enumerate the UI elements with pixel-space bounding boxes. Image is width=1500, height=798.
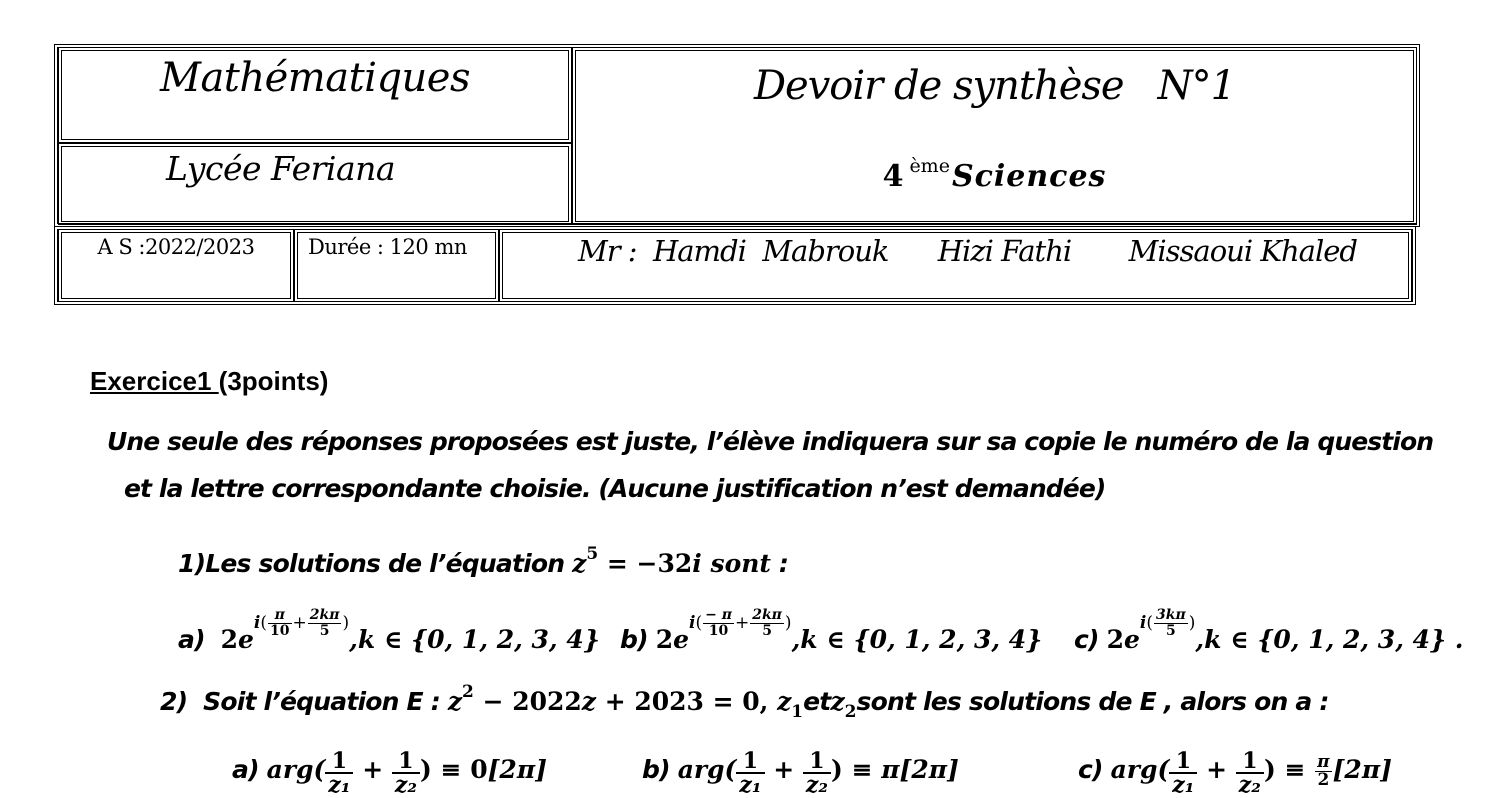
- question-suffix: :: [770, 549, 789, 578]
- denominator: 2: [1317, 770, 1330, 790]
- exp-i: i: [253, 613, 261, 633]
- modulo: [2π]: [487, 755, 547, 784]
- denominator: 10: [270, 623, 290, 639]
- denominator: z₁: [1172, 772, 1195, 798]
- denominator: z₁: [328, 772, 351, 798]
- instructions-line-2: et la lettre correspondante choisie. (Aucune justification n’est demandée): [124, 474, 1106, 503]
- fraction: [1236, 750, 1264, 796]
- numerator: 1: [736, 750, 764, 774]
- exercise-name: Exercice1: [90, 366, 219, 396]
- denominator: z₂: [1238, 772, 1261, 798]
- fraction: [268, 608, 291, 639]
- level-number: 4: [882, 159, 904, 194]
- option-label: c): [1074, 625, 1099, 654]
- option-label: b): [642, 755, 670, 784]
- question-2-option-a: [232, 750, 547, 796]
- fraction: [1169, 750, 1197, 796]
- exam-number: N°1: [1157, 63, 1236, 109]
- question-2: [160, 682, 1329, 722]
- question-1: [178, 544, 788, 578]
- teachers: Mr : Hamdi Mabrouk Hizi Fathi Missaoui Khaled: [578, 234, 1357, 268]
- denominator: 5: [762, 623, 772, 639]
- numerator: 2kπ: [752, 607, 782, 623]
- value: 0: [470, 755, 488, 784]
- option-label: a): [232, 755, 259, 784]
- level-name: Sciences: [951, 159, 1107, 194]
- denominator: z₁: [739, 772, 762, 798]
- modulo: [2π]: [899, 755, 959, 784]
- numerator: π: [1317, 752, 1330, 772]
- class-level: [576, 155, 1413, 194]
- exp-base: e: [673, 625, 689, 654]
- exercise-title: [90, 366, 328, 397]
- z2: z: [830, 687, 845, 716]
- arg-function: arg(: [677, 755, 737, 784]
- plus: +: [734, 613, 750, 633]
- option-label: c): [1078, 755, 1103, 784]
- coefficient: 2: [655, 625, 674, 654]
- equation-rest: = −32: [598, 549, 693, 578]
- question-2-option-b: [642, 750, 959, 796]
- numerator: 3kπ: [1156, 607, 1186, 623]
- coefficient: 2: [1106, 625, 1125, 654]
- title-cell: [572, 47, 1417, 225]
- z1: z: [777, 687, 792, 716]
- exam-title: [576, 63, 1413, 109]
- exam-title-text: Devoir de synthèse: [753, 63, 1124, 109]
- conjunction: et: [803, 687, 831, 716]
- coefficient: 2: [220, 625, 239, 654]
- denominator: 5: [1166, 623, 1176, 639]
- close-paren: ): [1263, 755, 1276, 784]
- school-cell: [58, 143, 572, 225]
- plus: +: [764, 755, 803, 784]
- plus: +: [1197, 755, 1236, 784]
- denominator: 10: [708, 623, 729, 639]
- fraction: [1154, 608, 1188, 639]
- equation-exponent: 5: [586, 544, 599, 564]
- exponent: i( $\frac{3k\pi}{5}$ ): [1139, 607, 1196, 639]
- numerator: 1: [803, 750, 831, 774]
- equation-var: z: [581, 687, 596, 716]
- question-text: Soit l’équation E :: [203, 687, 448, 716]
- plus: +: [353, 755, 392, 784]
- close-paren: ): [831, 755, 843, 784]
- k-set: ,k ∈ {0, 1, 2, 3, 4}: [791, 625, 1043, 654]
- duration: Durée : 120 mn: [308, 235, 467, 259]
- modulo: [2π]: [1332, 755, 1392, 784]
- close-paren: ): [419, 755, 432, 784]
- denominator: 5: [319, 623, 330, 639]
- fraction: [803, 750, 831, 796]
- equiv: ≡: [842, 755, 882, 784]
- equation-part: + 2023 = 0,: [596, 687, 778, 716]
- numerator: π: [268, 608, 291, 624]
- plus: +: [292, 613, 307, 633]
- k-set: ,k ∈ {0, 1, 2, 3, 4} .: [1195, 625, 1464, 654]
- exp-i: i: [1139, 613, 1147, 633]
- exp-base: e: [1124, 625, 1140, 654]
- equation-exponent: 2: [462, 682, 474, 702]
- school-name: Lycée Feriana: [166, 149, 396, 188]
- fraction: [736, 750, 764, 796]
- question-suffix: sont les solutions de E , alors on a :: [856, 687, 1329, 716]
- exercise-points: (3points): [218, 366, 329, 396]
- arg-function: arg(: [266, 755, 326, 784]
- numerator: 1: [392, 750, 420, 774]
- exponent: i( $\frac{- \pi}{10}$ + $\frac{2k\pi}{5}$ ): [689, 607, 792, 639]
- equation-i: i sont: [692, 549, 771, 578]
- numerator: 1: [1236, 750, 1264, 774]
- question-number: 1): [178, 549, 206, 578]
- denominator: z₂: [805, 772, 829, 798]
- teachers-cell: [499, 229, 1412, 302]
- fraction: [703, 608, 734, 639]
- question-2-option-c: [1078, 750, 1392, 796]
- fraction: [392, 750, 420, 796]
- value: π: [881, 755, 900, 784]
- subject-cell: [58, 47, 572, 143]
- question-1-option-b: [620, 608, 1042, 654]
- question-number: 2): [160, 687, 188, 716]
- value-fraction: [1315, 754, 1331, 789]
- question-text: Les solutions de l’équation: [205, 549, 573, 578]
- fraction: [325, 750, 353, 796]
- exp-base: e: [238, 625, 254, 654]
- k-set: ,k ∈ {0, 1, 2, 3, 4}: [349, 625, 600, 654]
- equation-var: z: [447, 687, 463, 716]
- school-year: A S :2022/2023: [97, 235, 255, 259]
- option-label: a): [178, 625, 205, 654]
- fraction: [308, 608, 342, 639]
- fraction: [750, 608, 784, 639]
- duration-cell: [294, 229, 499, 302]
- z1-subscript: 1: [791, 702, 804, 722]
- question-1-option-a: [178, 608, 600, 654]
- numerator: 1: [1169, 750, 1197, 774]
- numerator: 2kπ: [309, 607, 340, 623]
- subject-label: Mathématiques: [159, 55, 471, 101]
- arg-function: arg(: [1110, 755, 1170, 784]
- z2-subscript: 2: [844, 702, 857, 722]
- school-year-cell: [58, 229, 294, 302]
- equation-part: − 2022: [473, 687, 582, 716]
- option-label: b): [620, 625, 648, 654]
- instructions-line-1: Une seule des réponses proposées est juste, l’élève indiquera sur sa copie le numéro de la question: [107, 427, 1434, 456]
- level-superscript: ème: [909, 155, 950, 177]
- denominator: z₂: [394, 772, 417, 798]
- exponent: i( $\frac{\pi}{10}$ + $\frac{2k\pi}{5}$ ): [253, 607, 350, 639]
- exp-i: i: [689, 613, 696, 633]
- question-1-option-c: [1074, 608, 1463, 654]
- equation-var: z: [572, 549, 587, 578]
- equiv: ≡: [431, 755, 471, 784]
- equiv: ≡: [1275, 755, 1315, 784]
- numerator: 1: [325, 750, 353, 774]
- numerator: − π: [705, 607, 732, 623]
